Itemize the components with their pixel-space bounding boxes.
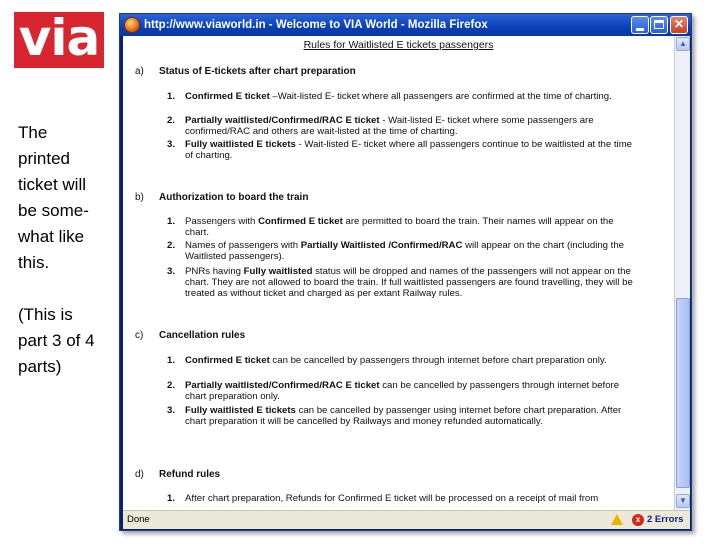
caption-line: ticket will (18, 175, 87, 194)
item-text (185, 355, 637, 366)
window-title: http://www.viaworld.in - Welcome to VIA World - Mozilla Firefox (144, 19, 488, 31)
caption-line: printed (18, 149, 70, 168)
vertical-scrollbar[interactable] (674, 36, 690, 510)
caption-line: (This is (18, 305, 73, 324)
item-text (185, 216, 637, 238)
list-item (167, 216, 637, 238)
title-bar[interactable] (120, 14, 691, 36)
minimize-icon (636, 28, 644, 31)
section-letter: d) (135, 469, 144, 480)
via-logo: via (14, 12, 104, 68)
warning-icon[interactable] (611, 514, 623, 525)
status-bar (123, 510, 690, 529)
item-pre: Passengers with (185, 216, 259, 227)
item-number: 1. (167, 493, 176, 504)
item-number: 2. (167, 240, 176, 251)
item-rest: can be cancelled by passengers through internet before chart preparation only. (269, 355, 607, 366)
list-item (167, 380, 637, 402)
section-heading-d (135, 469, 220, 480)
item-rest: can be cancelled by passenger using internet before chart preparation. After chart preparation it will be cancelled by Railways and money refunded automatically. (185, 405, 622, 428)
page-content (123, 36, 674, 510)
section-letter: a) (135, 66, 144, 77)
item-bold: Confirmed E ticket (258, 216, 343, 227)
browser-window (119, 13, 692, 531)
status-text: Done (127, 514, 150, 525)
caption-line: part 3 of 4 (18, 331, 95, 350)
section-heading-b (135, 192, 308, 203)
item-text (185, 266, 637, 300)
item-text (185, 380, 637, 402)
section-title: Refund rules (159, 469, 221, 480)
item-text (185, 240, 637, 262)
item-rest: –Wait-listed E- ticket where all passengers are confirmed at the time of charting. (269, 91, 612, 102)
item-bold: Fully waitlisted E tickets (185, 405, 296, 416)
error-icon[interactable]: x (632, 514, 644, 526)
item-bold: Partially Waitlisted /Confirmed/RAC (300, 240, 463, 251)
item-text: After chart preparation, Refunds for Confirmed E ticket will be processed on a receipt of mail from (185, 493, 599, 504)
item-rest: - Wait-listed E- ticket where some passengers are confirmed/RAC and others are wait-listed at the time of charting. (185, 115, 594, 138)
caption-line: be some- (18, 201, 89, 220)
item-number: 3. (167, 405, 176, 416)
list-item (167, 493, 637, 504)
section-heading-a (135, 66, 356, 77)
caption-line: The (18, 123, 48, 142)
item-rest: will appear on the chart (including the Waitlisted passengers). (185, 240, 625, 263)
list-item (167, 405, 637, 427)
item-number: 1. (167, 355, 176, 366)
scroll-up-icon[interactable]: ▲ (676, 37, 690, 51)
slide-caption (18, 120, 118, 380)
list-item (167, 91, 637, 102)
list-item (167, 266, 637, 300)
item-rest: status will be dropped and names of the passengers will not appear on the chart. They are not allowed to board the train. If full waitlisted passengers are found travelling, they will be treated as without ticket and charged as per extant Railway rules. (185, 266, 633, 300)
item-rest: can be cancelled by passengers through internet before chart preparation only. (185, 380, 620, 403)
section-title: Cancellation rules (159, 330, 246, 341)
section-letter: b) (135, 192, 144, 203)
item-text (185, 139, 637, 161)
firefox-icon (124, 17, 140, 33)
item-bold: Confirmed E ticket (185, 355, 270, 366)
list-item (167, 240, 637, 262)
item-number: 1. (167, 216, 176, 227)
item-number: 3. (167, 266, 176, 277)
item-number: 2. (167, 380, 176, 391)
scroll-thumb[interactable] (676, 298, 690, 488)
item-bold: Partially waitlisted/Confirmed/RAC E ticket (185, 380, 380, 391)
item-number: 1. (167, 91, 176, 102)
list-item (167, 355, 637, 366)
caption-line: this. (18, 253, 50, 272)
section-title: Status of E-tickets after chart preparation (159, 66, 356, 77)
close-button[interactable]: ✕ (670, 16, 688, 34)
item-text (185, 91, 637, 102)
item-bold: Fully waitlisted (243, 266, 313, 277)
item-text (185, 405, 637, 427)
scroll-down-icon[interactable]: ▼ (676, 494, 690, 508)
item-rest: - Wait-listed E- ticket where all passengers continue to be waitlisted at the time of charting. (185, 139, 633, 162)
item-bold: Partially waitlisted/Confirmed/RAC E ticket (185, 115, 380, 126)
maximize-button[interactable] (650, 16, 668, 34)
item-pre: Names of passengers with (185, 240, 301, 251)
maximize-icon (654, 20, 664, 29)
section-heading-c (135, 330, 245, 341)
item-number: 2. (167, 115, 176, 126)
errors-count[interactable]: 2 Errors (647, 514, 684, 525)
section-title: Authorization to board the train (159, 192, 309, 203)
caption-line: what like (18, 227, 85, 246)
list-item (167, 139, 637, 161)
item-rest: are permitted to board the train. Their names will appear on the chart. (185, 216, 614, 239)
item-bold: Confirmed E ticket (185, 91, 270, 102)
item-text (185, 115, 637, 137)
section-letter: c) (135, 330, 144, 341)
list-item (167, 115, 637, 137)
caption-gap (18, 276, 118, 302)
caption-line: parts) (18, 357, 62, 376)
document-title: Rules for Waitlisted E tickets passengers (303, 39, 494, 51)
minimize-button[interactable] (631, 16, 649, 34)
item-pre: PNRs having (185, 266, 244, 277)
item-number: 3. (167, 139, 176, 150)
item-bold: Fully waitlisted E tickets (185, 139, 296, 150)
